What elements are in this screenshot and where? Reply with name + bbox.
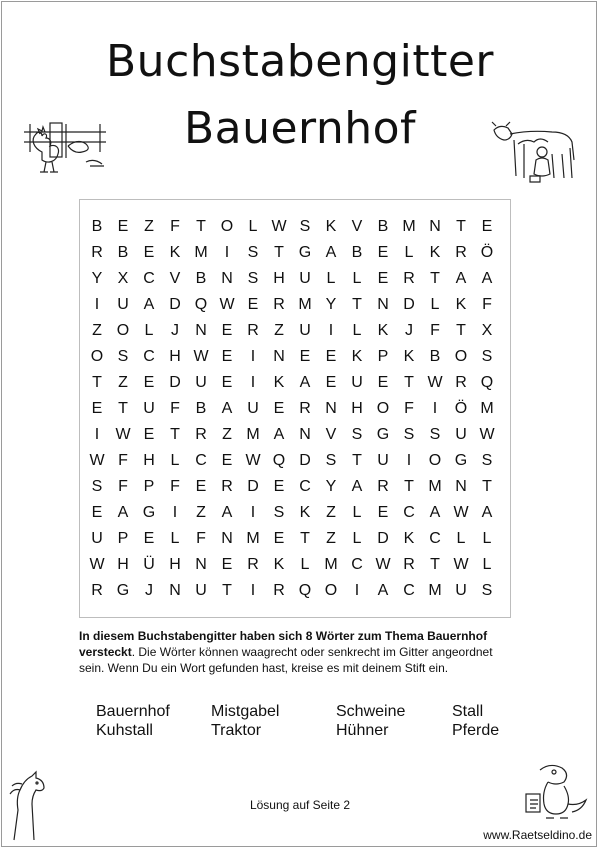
grid-cell[interactable]: W [89, 556, 105, 573]
grid-cell[interactable]: K [169, 244, 181, 261]
grid-row [84, 500, 500, 526]
grid-cell[interactable]: E [221, 322, 233, 339]
grid-cell[interactable]: N [273, 348, 285, 365]
page-subtitle: Bauernhof [183, 103, 417, 154]
grid-cell[interactable]: T [92, 374, 102, 391]
grid-cell[interactable]: W [115, 426, 131, 443]
grid-cell[interactable]: X [117, 270, 129, 287]
grid-cell[interactable]: E [143, 374, 155, 391]
grid-row [84, 214, 500, 240]
grid-row [84, 578, 500, 604]
grid-cell[interactable]: E [143, 530, 155, 547]
grid-cell[interactable]: I [432, 400, 438, 417]
grid-cell[interactable]: J [171, 322, 179, 339]
grid-cell[interactable]: L [352, 322, 362, 339]
grid-cell[interactable]: S [351, 426, 363, 443]
grid-cell[interactable]: Y [91, 270, 103, 287]
grid-cell[interactable]: E [221, 374, 233, 391]
grid-cell[interactable]: W [245, 452, 261, 469]
word-column-1 [96, 702, 170, 740]
grid-cell[interactable]: S [273, 504, 285, 521]
grid-cell[interactable]: W [479, 426, 495, 443]
grid-cell[interactable]: H [117, 556, 129, 573]
grid-cell[interactable]: R [247, 322, 259, 339]
grid-cell[interactable]: V [351, 218, 363, 235]
grid-cell[interactable]: U [351, 374, 363, 391]
grid-cell[interactable]: Q [272, 452, 286, 469]
grid-cell[interactable]: J [145, 582, 153, 599]
grid-cell[interactable]: U [299, 322, 311, 339]
grid-cell[interactable]: W [219, 296, 235, 313]
grid-cell[interactable]: X [481, 322, 493, 339]
grid-cell[interactable]: E [325, 374, 337, 391]
grid-cell[interactable]: M [428, 478, 442, 495]
grid-cell[interactable]: T [196, 218, 206, 235]
grid-cell[interactable]: K [325, 218, 337, 235]
grid-cell[interactable]: O [116, 322, 130, 339]
grid-cell[interactable]: I [224, 244, 230, 261]
grid-cell[interactable]: J [405, 322, 413, 339]
grid-row [84, 526, 500, 552]
grid-cell[interactable]: Ü [143, 556, 155, 573]
grid-cell[interactable]: Q [194, 296, 208, 313]
grid-cell[interactable]: C [143, 270, 155, 287]
grid-cell[interactable]: B [91, 218, 103, 235]
grid-cell[interactable]: I [250, 348, 256, 365]
grid-cell[interactable]: A [143, 296, 155, 313]
grid-cell[interactable]: A [455, 270, 467, 287]
instructions-bold: In diesem Buchstabengitter haben sich 8 Wörter zum Thema Bauernhof versteckt [79, 629, 488, 659]
grid-cell[interactable]: L [482, 530, 492, 547]
grid-cell[interactable]: E [195, 478, 207, 495]
grid-cell[interactable]: B [117, 244, 129, 261]
letter-grid[interactable] [84, 214, 500, 604]
grid-cell[interactable]: G [142, 504, 156, 521]
page-title: Buchstabengitter [106, 36, 494, 87]
grid-cell[interactable]: U [247, 400, 259, 417]
grid-cell[interactable]: W [193, 348, 209, 365]
grid-cell[interactable]: L [352, 530, 362, 547]
grid-cell[interactable]: S [117, 348, 129, 365]
grid-cell[interactable]: T [430, 270, 440, 287]
grid-cell[interactable]: Z [144, 218, 154, 235]
grid-cell[interactable]: K [351, 348, 363, 365]
grid-row [84, 396, 500, 422]
grid-cell[interactable]: R [221, 478, 233, 495]
grid-cell[interactable]: N [429, 218, 441, 235]
grid-cell[interactable]: R [273, 582, 285, 599]
grid-cell[interactable]: E [273, 400, 285, 417]
grid-cell[interactable]: G [116, 582, 130, 599]
grid-cell[interactable]: M [324, 556, 338, 573]
grid-cell[interactable]: S [403, 426, 415, 443]
grid-cell[interactable]: Y [325, 478, 337, 495]
grid-cell[interactable]: L [300, 556, 310, 573]
grid-cell[interactable]: K [273, 556, 285, 573]
grid-cell[interactable]: E [377, 504, 389, 521]
grid-cell[interactable]: W [453, 556, 469, 573]
grid-cell[interactable]: T [170, 426, 180, 443]
grid-cell[interactable]: C [195, 452, 207, 469]
grid-cell[interactable]: Z [92, 322, 102, 339]
grid-cell[interactable]: I [172, 504, 178, 521]
grid-cell[interactable]: T [456, 322, 466, 339]
grid-cell[interactable]: T [118, 400, 128, 417]
grid-cell[interactable]: O [428, 452, 442, 469]
grid-cell[interactable]: A [377, 582, 389, 599]
word-item: Hühner [336, 722, 389, 739]
grid-cell[interactable]: E [481, 218, 493, 235]
grid-cell[interactable]: P [143, 478, 155, 495]
grid-cell[interactable]: S [481, 582, 493, 599]
grid-cell[interactable]: T [404, 478, 414, 495]
grid-cell[interactable]: S [247, 244, 259, 261]
grid-cell[interactable]: F [170, 218, 180, 235]
grid-cell[interactable]: A [221, 504, 233, 521]
grid-cell[interactable]: F [118, 478, 128, 495]
grid-cell[interactable]: I [250, 504, 256, 521]
website-url[interactable]: www.Raetseldino.de [483, 828, 592, 842]
grid-cell[interactable]: L [482, 556, 492, 573]
grid-cell[interactable]: E [377, 244, 389, 261]
grid-cell[interactable]: B [377, 218, 389, 235]
grid-cell[interactable]: H [351, 400, 363, 417]
grid-cell[interactable]: N [325, 400, 337, 417]
grid-cell[interactable]: L [144, 322, 154, 339]
grid-cell[interactable]: L [170, 530, 180, 547]
grid-cell[interactable]: M [194, 244, 208, 261]
grid-cell[interactable]: A [117, 504, 129, 521]
word-item: Bauernhof [96, 703, 170, 720]
grid-cell[interactable]: E [377, 374, 389, 391]
grid-row [84, 370, 500, 396]
grid-cell[interactable]: N [299, 426, 311, 443]
grid-cell[interactable]: H [143, 452, 155, 469]
grid-cell[interactable]: B [429, 348, 441, 365]
grid-cell[interactable]: F [170, 400, 180, 417]
grid-cell[interactable]: C [403, 582, 415, 599]
grid-cell[interactable]: N [377, 296, 389, 313]
grid-cell[interactable]: Z [326, 504, 336, 521]
grid-row [84, 448, 500, 474]
grid-cell[interactable]: H [169, 348, 181, 365]
grid-cell[interactable]: R [91, 244, 103, 261]
grid-cell[interactable]: A [221, 400, 233, 417]
grid-cell[interactable]: K [377, 322, 389, 339]
grid-row [84, 422, 500, 448]
grid-cell[interactable]: D [403, 296, 415, 313]
grid-cell[interactable]: S [429, 426, 441, 443]
grid-cell[interactable]: L [352, 270, 362, 287]
grid-cell[interactable]: W [271, 218, 287, 235]
grid-cell[interactable]: S [299, 218, 311, 235]
grid-cell[interactable]: I [328, 322, 334, 339]
grid-cell[interactable]: E [273, 530, 285, 547]
grid-cell[interactable]: H [273, 270, 285, 287]
grid-cell[interactable]: A [481, 504, 493, 521]
grid-cell[interactable]: U [143, 400, 155, 417]
grid-cell[interactable]: R [455, 244, 467, 261]
grid-cell[interactable]: N [169, 582, 181, 599]
grid-cell[interactable]: S [325, 452, 337, 469]
grid-cell[interactable]: L [352, 504, 362, 521]
grid-cell[interactable]: Ö [480, 244, 494, 261]
dino-illustration [520, 762, 590, 824]
word-item: Mistgabel [211, 703, 280, 720]
grid-cell[interactable]: C [299, 478, 311, 495]
grid-cell[interactable]: K [403, 530, 415, 547]
grid-cell[interactable]: M [246, 426, 260, 443]
grid-cell[interactable]: E [221, 452, 233, 469]
grid-cell[interactable]: O [376, 400, 390, 417]
grid-cell[interactable]: E [377, 270, 389, 287]
grid-cell[interactable]: I [354, 582, 360, 599]
word-item: Stall [452, 703, 484, 720]
grid-cell[interactable]: G [376, 426, 390, 443]
grid-cell[interactable]: R [403, 270, 415, 287]
grid-cell[interactable]: K [273, 374, 285, 391]
grid-cell[interactable]: Ö [454, 400, 468, 417]
grid-row [84, 318, 500, 344]
grid-cell[interactable]: U [299, 270, 311, 287]
grid-cell[interactable]: I [250, 582, 256, 599]
grid-cell[interactable]: U [117, 296, 129, 313]
grid-cell[interactable]: P [377, 348, 389, 365]
grid-cell[interactable]: E [221, 556, 233, 573]
grid-row [84, 240, 500, 266]
grid-cell[interactable]: S [481, 348, 493, 365]
grid-cell[interactable]: R [247, 556, 259, 573]
grid-cell[interactable]: I [94, 426, 100, 443]
grid-cell[interactable]: L [170, 452, 180, 469]
grid-cell[interactable]: N [221, 270, 233, 287]
grid-cell[interactable]: C [143, 348, 155, 365]
grid-cell[interactable]: W [453, 504, 469, 521]
grid-cell[interactable]: R [403, 556, 415, 573]
grid-cell[interactable]: K [299, 504, 311, 521]
grid-cell[interactable]: C [429, 530, 441, 547]
grid-cell[interactable]: F [430, 322, 440, 339]
grid-cell[interactable]: T [456, 218, 466, 235]
grid-cell[interactable]: L [456, 530, 466, 547]
grid-cell[interactable]: R [91, 582, 103, 599]
word-column-3 [336, 702, 405, 740]
grid-cell[interactable]: Z [118, 374, 128, 391]
grid-cell[interactable]: V [169, 270, 181, 287]
grid-cell[interactable]: O [324, 582, 338, 599]
grid-cell[interactable]: I [406, 452, 412, 469]
grid-cell[interactable]: W [89, 452, 105, 469]
grid-cell[interactable]: I [94, 296, 100, 313]
grid-cell[interactable]: B [351, 244, 363, 261]
grid-cell[interactable]: U [195, 374, 207, 391]
grid-cell[interactable]: F [482, 296, 492, 313]
grid-cell[interactable]: N [455, 478, 467, 495]
grid-row [84, 474, 500, 500]
word-item: Schweine [336, 703, 406, 720]
grid-cell[interactable]: O [220, 218, 234, 235]
grid-row [84, 266, 500, 292]
grid-cell[interactable]: R [273, 296, 285, 313]
grid-cell[interactable]: N [195, 556, 207, 573]
grid-cell[interactable]: K [403, 348, 415, 365]
grid-cell[interactable]: E [273, 478, 285, 495]
grid-cell[interactable]: S [247, 270, 259, 287]
grid-cell[interactable]: R [195, 426, 207, 443]
grid-cell[interactable]: U [455, 426, 467, 443]
grid-cell[interactable]: M [298, 296, 312, 313]
grid-cell[interactable]: Y [325, 296, 337, 313]
grid-cell[interactable]: Z [222, 426, 232, 443]
grid-cell[interactable]: A [273, 426, 285, 443]
grid-cell[interactable]: F [404, 400, 414, 417]
grid-cell[interactable]: Z [196, 504, 206, 521]
grid-cell[interactable]: T [300, 530, 310, 547]
grid-cell[interactable]: D [377, 530, 389, 547]
grid-cell[interactable]: U [195, 582, 207, 599]
grid-cell[interactable]: N [195, 322, 207, 339]
grid-cell[interactable]: M [428, 582, 442, 599]
grid-cell[interactable]: A [481, 270, 493, 287]
grid-cell[interactable]: R [455, 374, 467, 391]
grid-cell[interactable]: L [430, 296, 440, 313]
grid-cell[interactable]: D [299, 452, 311, 469]
cow-milking-illustration [490, 120, 580, 186]
grid-cell[interactable]: D [169, 296, 181, 313]
grid-cell[interactable]: Z [274, 322, 284, 339]
grid-cell[interactable]: H [169, 556, 181, 573]
grid-cell[interactable]: U [377, 452, 389, 469]
grid-cell[interactable]: A [299, 374, 311, 391]
grid-cell[interactable]: W [427, 374, 443, 391]
grid-cell[interactable]: Z [326, 530, 336, 547]
grid-cell[interactable]: T [404, 374, 414, 391]
grid-cell[interactable]: R [299, 400, 311, 417]
grid-cell[interactable]: R [377, 478, 389, 495]
grid-cell[interactable]: F [170, 478, 180, 495]
grid-cell[interactable]: B [195, 270, 207, 287]
grid-cell[interactable]: C [403, 504, 415, 521]
grid-cell[interactable]: T [482, 478, 492, 495]
grid-cell[interactable]: S [481, 452, 493, 469]
grid-cell[interactable]: Q [480, 374, 494, 391]
grid-cell[interactable]: B [195, 400, 207, 417]
solution-note: Lösung auf Seite 2 [249, 798, 351, 812]
grid-cell[interactable]: L [404, 244, 414, 261]
grid-cell[interactable]: T [352, 296, 362, 313]
grid-cell[interactable]: O [90, 348, 104, 365]
word-item: Kuhstall [96, 722, 153, 739]
grid-cell[interactable]: O [454, 348, 468, 365]
grid-cell[interactable]: W [375, 556, 391, 573]
grid-cell[interactable]: E [143, 244, 155, 261]
grid-cell[interactable]: D [169, 374, 181, 391]
grid-cell[interactable]: M [480, 400, 494, 417]
grid-cell[interactable]: T [430, 556, 440, 573]
grid-cell[interactable]: E [91, 400, 103, 417]
grid-cell[interactable]: F [118, 452, 128, 469]
word-item: Traktor [211, 722, 262, 739]
grid-cell[interactable]: L [248, 218, 258, 235]
grid-cell[interactable]: G [454, 452, 468, 469]
grid-cell[interactable]: I [250, 374, 256, 391]
grid-row [84, 292, 500, 318]
grid-cell[interactable]: E [143, 426, 155, 443]
grid-cell[interactable]: T [274, 244, 284, 261]
grid-cell[interactable]: M [402, 218, 416, 235]
grid-cell[interactable]: T [352, 452, 362, 469]
grid-cell[interactable]: E [325, 348, 337, 365]
grid-cell[interactable]: E [117, 218, 129, 235]
grid-cell[interactable]: T [222, 582, 232, 599]
word-column-4 [452, 702, 499, 740]
grid-row [84, 552, 500, 578]
grid-cell[interactable]: D [247, 478, 259, 495]
grid-cell[interactable]: Q [298, 582, 312, 599]
grid-cell[interactable]: E [247, 296, 259, 313]
grid-cell[interactable]: U [455, 582, 467, 599]
grid-cell[interactable]: A [325, 244, 337, 261]
grid-cell[interactable]: M [246, 530, 260, 547]
grid-cell[interactable]: C [351, 556, 363, 573]
grid-cell[interactable]: A [429, 504, 441, 521]
grid-cell[interactable]: P [117, 530, 129, 547]
rooster-fence-illustration [20, 118, 112, 180]
grid-cell[interactable]: U [91, 530, 103, 547]
instructions [79, 628, 519, 676]
grid-cell[interactable]: E [221, 348, 233, 365]
word-column-2 [211, 702, 279, 740]
word-item: Pferde [452, 722, 500, 739]
grid-cell[interactable]: K [429, 244, 441, 261]
grid-cell[interactable]: F [196, 530, 206, 547]
grid-cell[interactable]: L [326, 270, 336, 287]
grid-cell[interactable]: N [221, 530, 233, 547]
grid-cell[interactable]: E [91, 504, 103, 521]
grid-row [84, 344, 500, 370]
instructions-text: . Die Wörter können waagrecht oder senkrecht im Gitter angeordnet sein. Wenn Du ein Wort gefunden hast, kreise es mit deinem Stift ein. [79, 645, 493, 675]
grid-cell[interactable]: E [299, 348, 311, 365]
grid-cell[interactable]: A [351, 478, 363, 495]
grid-cell[interactable]: K [455, 296, 467, 313]
grid-cell[interactable]: G [298, 244, 312, 261]
grid-cell[interactable]: V [325, 426, 337, 443]
grid-cell[interactable]: S [91, 478, 103, 495]
